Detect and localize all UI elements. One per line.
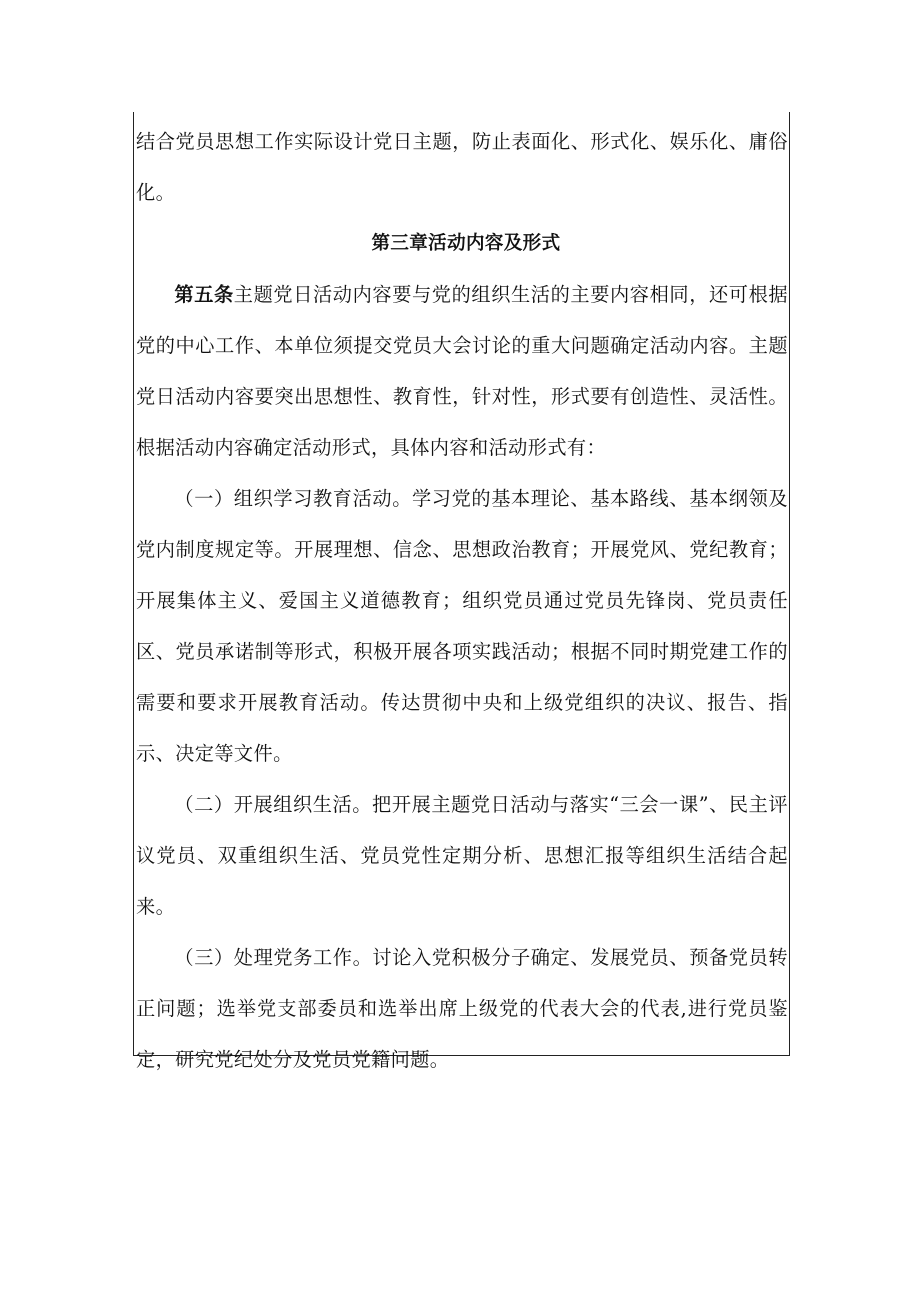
article-5-paragraph [136, 269, 788, 473]
item-2-paragraph: （二）开展组织生活。把开展主题党日活动与落实“三会一课”、民主评议党员、双重组织生活、党员党性定期分析、思想汇报等组织生活结合起来。 [136, 793, 788, 918]
chapter-heading: 第三章活动内容及形式 [371, 233, 561, 254]
article-5-text: 主题党日活动内容要与党的组织生活的主要内容相同，还可根据党的中心工作、本单位须提交党员大会讨论的重大问题确定活动内容。主题党日活动内容要突出思想性、教育性，针对性，形式要有创造性、灵活性。根据活动内容确定活动形式，具体内容和活动形式有： [136, 283, 788, 459]
item-1-paragraph: （一）组织学习教育活动。学习党的基本理论、基本路线、基本纲领及党内制度规定等。开展理想、信念、思想政治教育；开展党风、党纪教育；开展集体主义、爱国主义道德教育；组织党员通过党员先锋岗、党员责任区、党员承诺制等形式，积极开展各项实践活动；根据不同时期党建工作的需要和要求开展教育活动。传达贯彻中央和上级党组织的决议、报告、指示、决定等文件。 [136, 487, 788, 765]
item-3-paragraph: （三）处理党务工作。讨论入党积极分子确定、发展党员、预备党员转正问题；选举党支部委员和选举出席上级党的代表大会的代表,进行党员鉴定，研究党纪处分及党员党籍问题。 [136, 946, 788, 1071]
document-body [136, 116, 788, 1085]
intro-continuation-paragraph: 结合党员思想工作实际设计党日主题，防止表面化、形式化、娱乐化、庸俗化。 [136, 130, 788, 204]
article-5-label: 第五条 [174, 283, 234, 306]
